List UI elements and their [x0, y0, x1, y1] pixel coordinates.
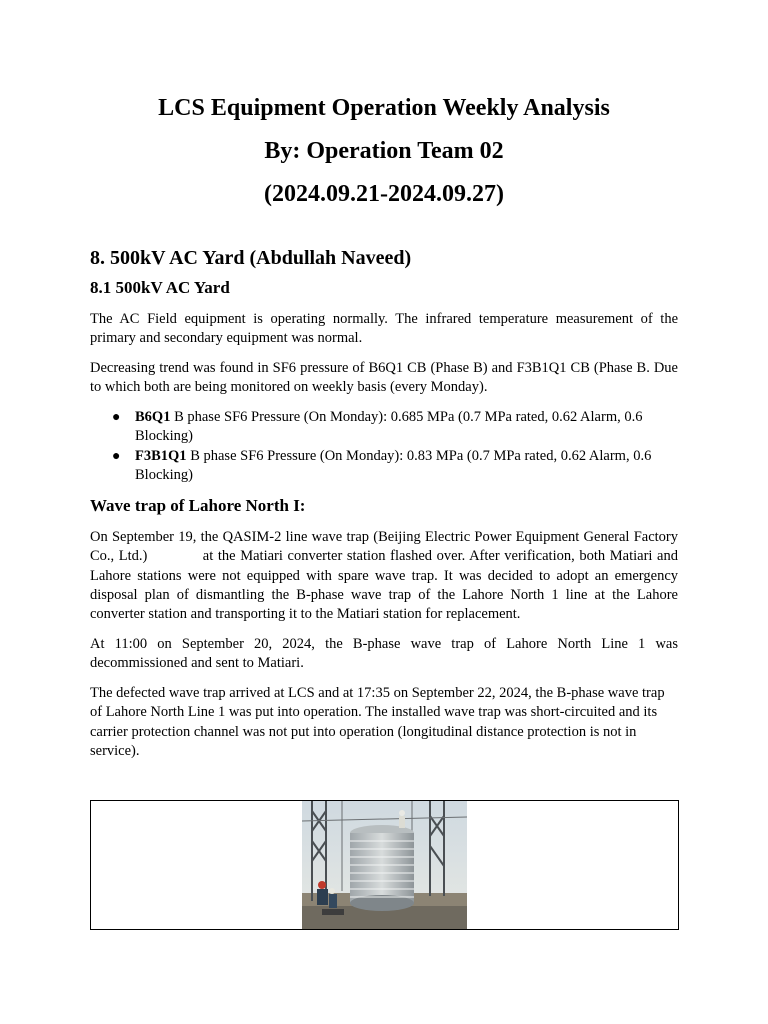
- paragraph: The AC Field equipment is operating normally. The infrared temperature measurement of the primary and secondary equipment was normal.: [90, 311, 678, 347]
- wave-trap-heading: Wave trap of Lahore North I:: [90, 496, 306, 515]
- paragraph: Decreasing trend was found in SF6 pressure of B6Q1 CB (Phase B) and F3B1Q1 CB (Phase B. Due to which both are being monitored on weekly basis (every Monday).: [90, 360, 678, 396]
- paragraph: On September 19, the QASIM-2 line wave trap (Beijing Electric Power Equipment General Factory Co., Ltd.) at the Matiari converter station flashed over. After verification, both Matiari and Lahore stations were not equipped with spare wave trap. It was decided to adopt an emergency disposal plan of dismantling the B-phase wave trap of the Lahore North 1 line at the Lahore converter station and transporting it to the Matiari station for replacement.: [90, 529, 682, 623]
- photo-frame: [90, 800, 679, 930]
- report-title: LCS Equipment Operation Weekly Analysis: [158, 95, 610, 121]
- report-date-range: (2024.09.21-2024.09.27): [264, 181, 504, 207]
- breaker-id: B6Q1: [135, 409, 171, 425]
- wave-trap-photo: [302, 801, 467, 929]
- sf6-pressure-list: [90, 408, 678, 485]
- paragraph: At 11:00 on September 20, 2024, the B-phase wave trap of Lahore North Line 1 was decommissioned and sent to Matiari.: [90, 636, 678, 672]
- report-author: By: Operation Team 02: [264, 138, 504, 164]
- bullet-icon: ●: [112, 410, 121, 425]
- list-item: [90, 408, 678, 447]
- pressure-text: B phase SF6 Pressure (On Monday): 0.83 MPa (0.7 MPa rated, 0.62 Alarm, 0.6 Blocking): [135, 447, 652, 483]
- sub-section-heading: 8.1 500kV AC Yard: [90, 278, 230, 297]
- list-item: [90, 447, 678, 486]
- photo-illustration: [302, 801, 467, 929]
- section-heading: 8. 500kV AC Yard (Abdullah Naveed): [90, 247, 412, 269]
- paragraph: The defected wave trap arrived at LCS and at 17:35 on September 22, 2024, the B-phase wave trap of Lahore North Line 1 was put into operation. The installed wave trap was short-circuited and its carrier protection channel was not put into operation (longitudinal distance protection is not in service).: [90, 685, 665, 759]
- breaker-id: F3B1Q1: [135, 447, 187, 464]
- pressure-text: B phase SF6 Pressure (On Monday): 0.685 MPa (0.7 MPa rated, 0.62 Alarm, 0.6 Blocking): [135, 409, 643, 445]
- bullet-icon: ●: [112, 448, 121, 464]
